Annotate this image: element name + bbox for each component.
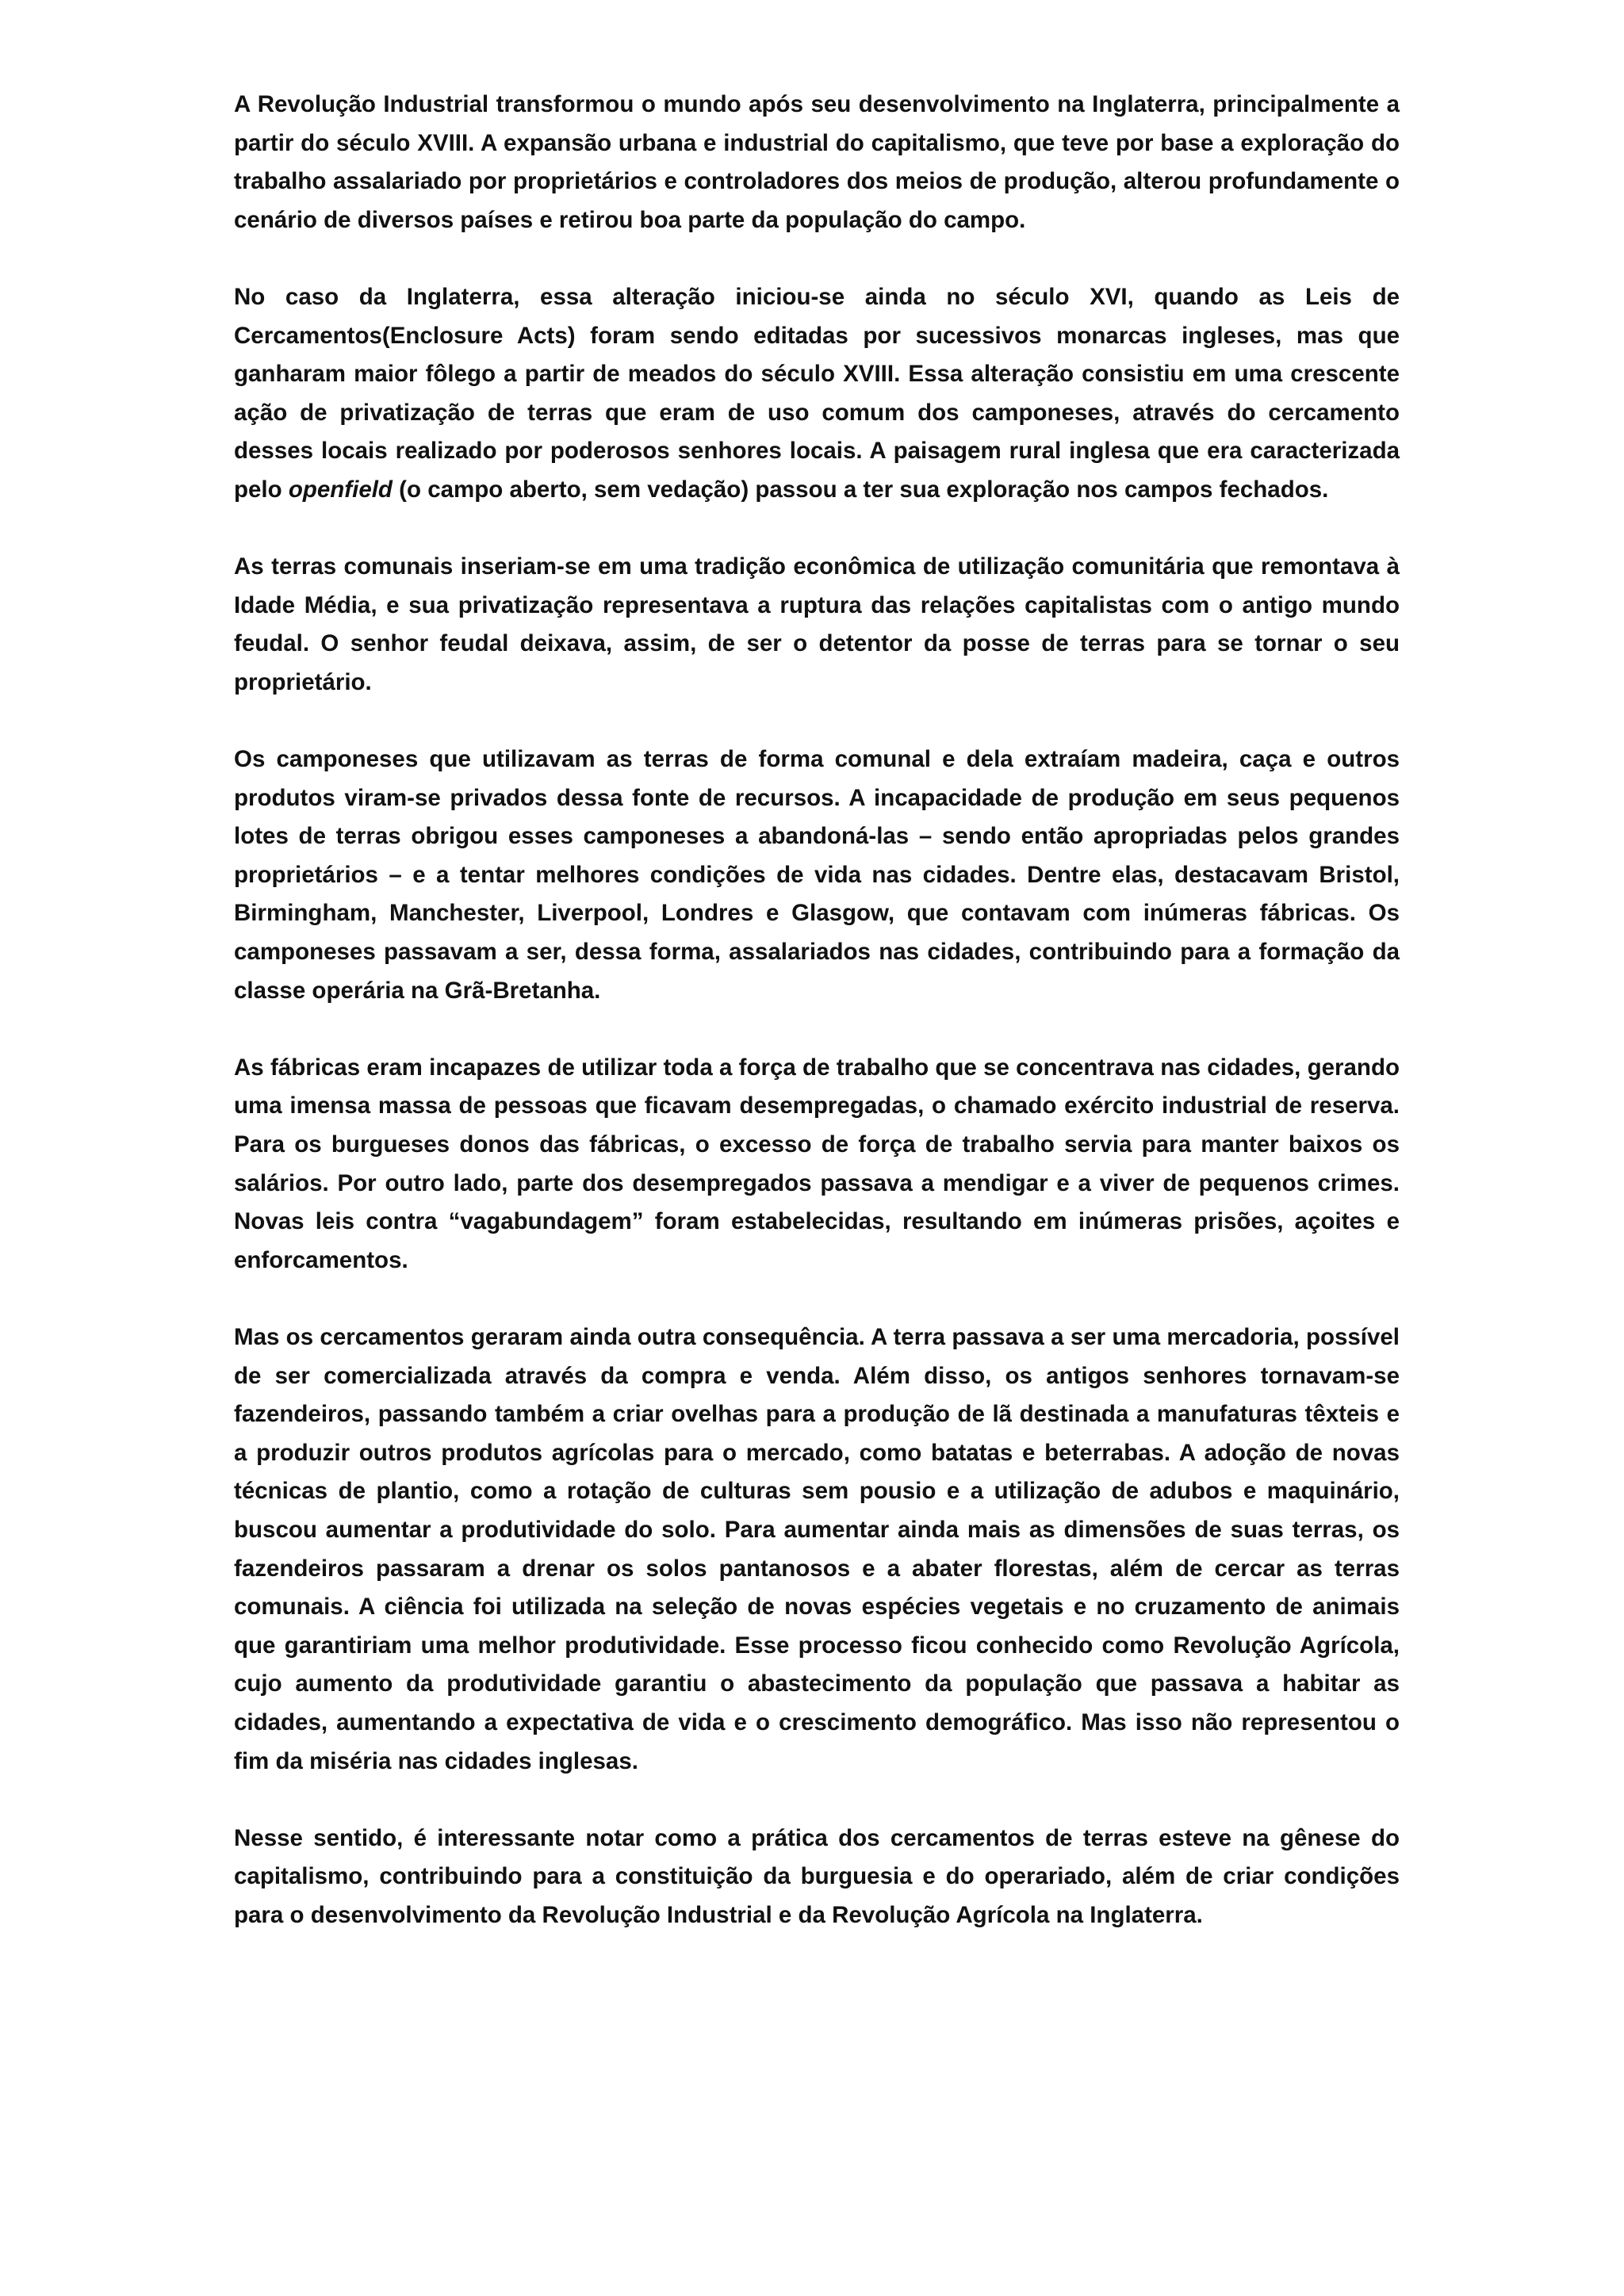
paragraph-7: Nesse sentido, é interessante notar como a prática dos cercamentos de terras esteve na gênese do capitalismo, contribuindo para a constituição da burguesia e do operariado, além de criar condições para o desenvolvimento da Revolução Industrial e da Revolução Agrícola na Inglaterra.: [234, 1824, 1400, 1928]
paragraph-5: As fábricas eram incapazes de utilizar toda a força de trabalho que se concentrava nas cidades, gerando uma imensa massa de pessoas que ficavam desempregadas, o chamado exército industrial de reserva. Para os burgueses donos das fábricas, o excesso de força de trabalho servia para manter baixos os salários. Por outro lado, parte dos desempregados passava a mendigar e a viver de pequenos crimes. Novas leis contra “vagabundagem” foram estabelecidas, resultando em inúmeras prisões, açoites e enforcamentos.: [234, 1054, 1400, 1273]
paragraph-2-text-after: (o campo aberto, sem vedação) passou a ter sua exploração nos campos fechados.: [392, 476, 1329, 503]
paragraph-2-text-before: No caso da Inglaterra, essa alteração iniciou-se ainda no século XVI, quando as Leis de Cercamentos(Enclosure Acts) foram sendo editadas por sucessivos monarcas ingleses, mas que ganharam maior fôlego a partir de meados do século XVIII. Essa alteração consistiu em uma crescente ação de privatização de terras que eram de uso comum dos camponeses, através do cercamento desses locais realizado por poderosos senhores locais. A paisagem rural inglesa que era caracterizada pelo: [234, 283, 1400, 503]
paragraph-2: [234, 278, 1400, 510]
paragraph-4: Os camponeses que utilizavam as terras de forma comunal e dela extraíam madeira, caça e outros produtos viram-se privados dessa fonte de recursos. A incapacidade de produção em seus pequenos lotes de terras obrigou esses camponeses a abandoná-las – sendo então apropriadas pelos grandes proprietários – e a tentar melhores condições de vida nas cidades. Dentre elas, destacavam Bristol, Birmingham, Manchester, Liverpool, Londres e Glasgow, que contavam com inúmeras fábricas. Os camponeses passavam a ser, dessa forma, assalariados nas cidades, contribuindo para a formação da classe operária na Grã-Bretanha.: [234, 746, 1400, 1004]
paragraph-1: A Revolução Industrial transformou o mundo após seu desenvolvimento na Inglaterra, principalmente a partir do século XVIII. A expansão urbana e industrial do capitalismo, que teve por base a exploração do trabalho assalariado por proprietários e controladores dos meios de produção, alterou profundamente o cenário de diversos países e retirou boa parte da população do campo.: [234, 91, 1400, 233]
document-body: [234, 86, 1400, 1935]
paragraph-3: As terras comunais inseriam-se em uma tradição econômica de utilização comunitária que remontava à Idade Média, e sua privatização representava a ruptura das relações capitalistas com o antigo mundo feudal. O senhor feudal deixava, assim, de ser o detentor da posse de terras para se tornar o seu proprietário.: [234, 553, 1400, 695]
paragraph-6: Mas os cercamentos geraram ainda outra consequência. A terra passava a ser uma mercadoria, possível de ser comercializada através da compra e venda. Além disso, os antigos senhores tornavam-se fazendeiros, passando também a criar ovelhas para a produção de lã destinada a manufaturas têxteis e a produzir outros produtos agrícolas para o mercado, como batatas e beterrabas. A adoção de novas técnicas de plantio, como a rotação de culturas sem pousio e a utilização de adubos e maquinário, buscou aumentar a produtividade do solo. Para aumentar ainda mais as dimensões de suas terras, os fazendeiros passaram a drenar os solos pantanosos e a abater florestas, além de cercar as terras comunais. A ciência foi utilizada na seleção de novas espécies vegetais e no cruzamento de animais que garantiriam uma melhor produtividade. Esse processo ficou conhecido como Revolução Agrícola, cujo aumento da produtividade garantiu o abastecimento da população que passava a habitar as cidades, aumentando a expectativa de vida e o crescimento demográfico. Mas isso não representou o fim da miséria nas cidades inglesas.: [234, 1324, 1400, 1774]
paragraph-2-italic-term: openfield: [288, 476, 393, 503]
